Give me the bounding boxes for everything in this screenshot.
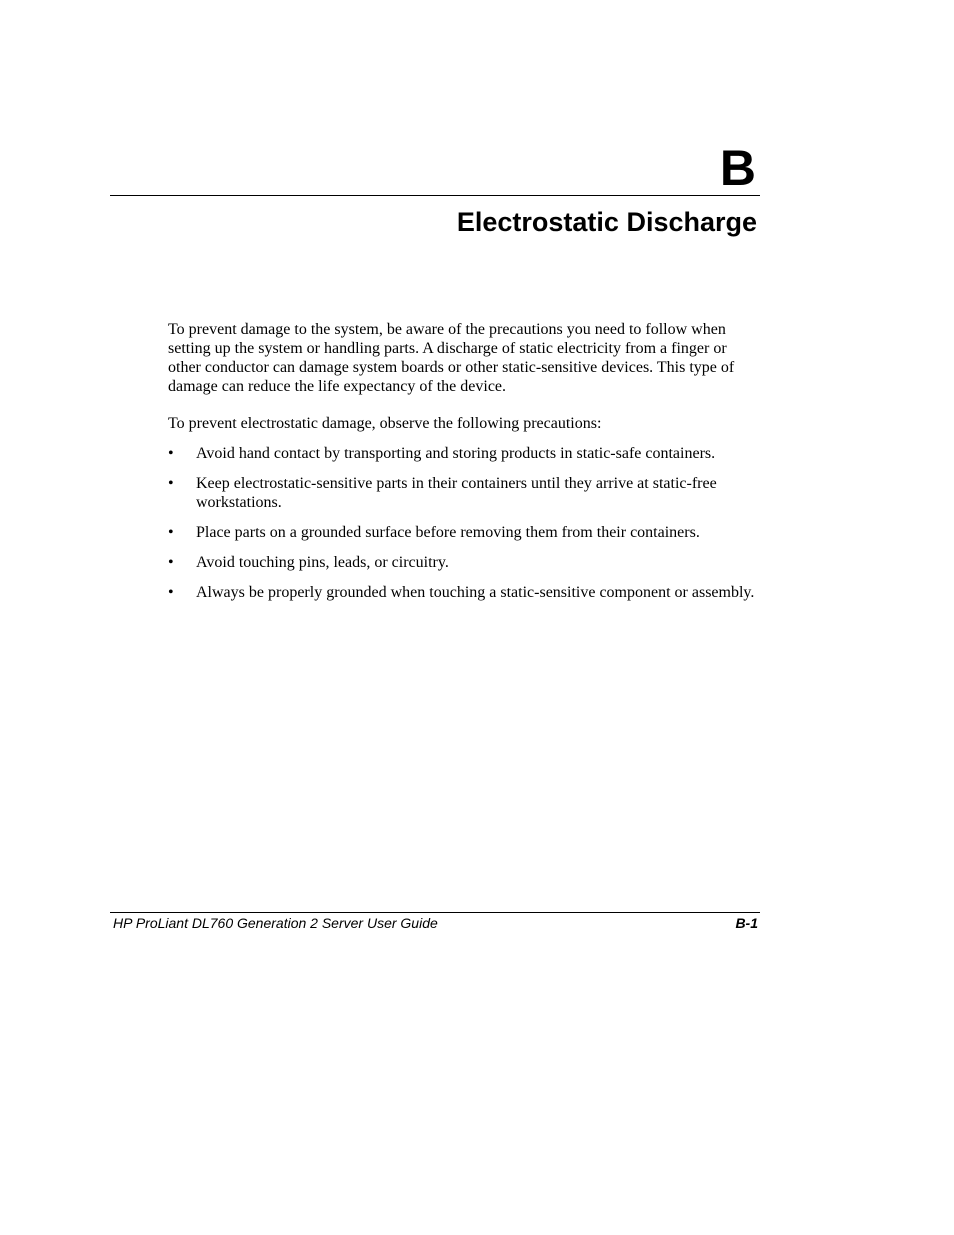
body-content [168,320,760,613]
precautions-intro: To prevent electrostatic damage, observe the following precautions: [168,415,602,432]
list-item [168,523,760,542]
list-item [168,474,760,512]
list-item-text: Always be properly grounded when touching a static-sensitive component or assembly. [196,584,755,601]
list-item-text: Avoid hand contact by transporting and storing products in static-safe containers. [196,445,716,462]
chapter-letter: B [719,140,756,196]
list-item [168,553,760,572]
chapter-title: Electrostatic Discharge [456,207,757,237]
precautions-list [168,444,760,602]
bullet-icon: • [168,524,174,541]
intro-paragraph: To prevent damage to the system, be aware of the precautions you need to follow when setting up the system or handling parts. A discharge of static electricity from a finger or other conductor can damage system boards or other static-sensitive devices. This type of damage can reduce the life expectancy of the device. [168,321,735,395]
bullet-icon: • [168,445,174,462]
bullet-icon: • [168,554,174,571]
footer-divider [110,912,760,913]
list-item-text: Keep electrostatic-sensitive parts in their containers until they arrive at static-free workstations. [196,475,717,511]
list-item-text: Avoid touching pins, leads, or circuitry. [196,554,449,571]
bullet-icon: • [168,475,174,492]
list-item [168,444,760,463]
footer-document-title: HP ProLiant DL760 Generation 2 Server User Guide [113,915,438,931]
bullet-icon: • [168,584,174,601]
header-divider [110,195,760,196]
list-item [168,583,760,602]
list-item-text: Place parts on a grounded surface before removing them from their containers. [196,524,700,541]
footer-page-number: B-1 [735,915,758,931]
